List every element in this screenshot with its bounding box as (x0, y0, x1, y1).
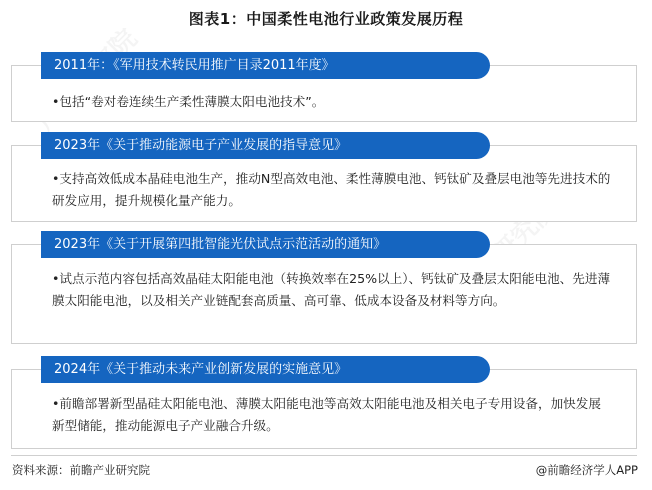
page-title: 图表1：中国柔性电池行业政策发展历程 (188, 10, 464, 28)
policy-heading-4: 2024年《关于推动未来产业创新发展的实施意见》 (41, 356, 490, 383)
policy-text-2: •支持高效低成本晶硅电池生产，推动N型高效电池、柔性薄膜电池、钙钛矿及叠层电池等先进技术的研发应用，提升规模化量产能力。 (52, 171, 611, 208)
policy-heading-3: 2023年《关于开展第四批智能光伏试点示范活动的通知》 (41, 231, 490, 258)
policy-text-4: •前瞻部署新型晶硅太阳能电池、薄膜太阳能电池等高效太阳能电池及相关电子专用设备，加快发展新型储能，推动能源电子产业融合升级。 (52, 396, 601, 433)
policy-text-3: •试点示范内容包括高效晶硅太阳能电池（转换效率在25%以上）、钙钛矿及叠层太阳能电池、先进薄膜太阳能电池，以及相关产业链配套高质量、高可靠、低成本设备及材料等方向。 (52, 271, 611, 308)
policy-text-1: •包括“卷对卷连续生产柔性薄膜太阳电池技术”。 (52, 94, 325, 109)
footer-divider (11, 455, 637, 456)
policy-heading-1: 2011年：《军用技术转民用推广目录2011年度》 (41, 52, 490, 79)
brand-credit: @前瞻经济学人APP (535, 463, 638, 477)
policy-heading-2: 2023年《关于推动能源电子产业发展的指导意见》 (41, 132, 490, 159)
source-note: 资料来源：前瞻产业研究院 (12, 463, 150, 477)
